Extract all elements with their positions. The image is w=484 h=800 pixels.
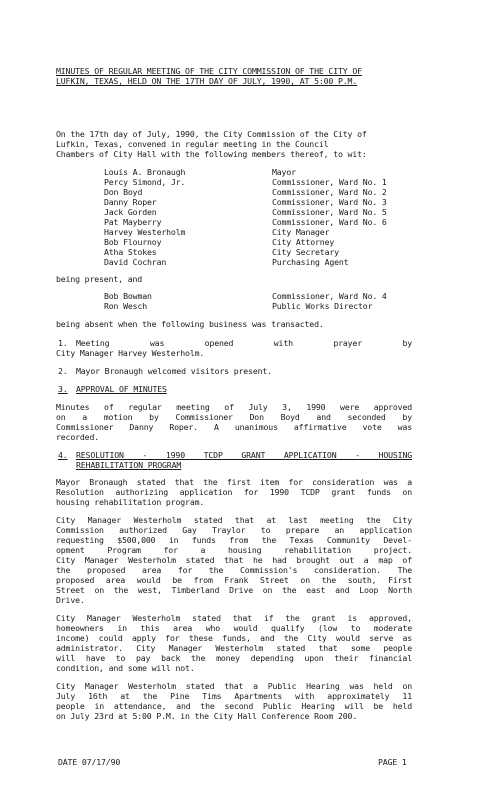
item1-line1: Meeting was opened with prayer by [76,338,412,348]
member-title: Purchasing Agent [272,257,349,267]
intro-line: Lufkin, Texas, convened in regular meeting in the Council [56,139,329,149]
item2-text: Mayor Bronaugh welcomed visitors present. [76,366,272,376]
item-number: 2. [58,366,68,376]
item4-p3-line: administrator. City Manager Westerholm stated that some people [56,643,412,653]
item4-p2-line: Commission authorized Gay Traylor to prepare an application [56,525,412,535]
member-name: Pat Mayberry [104,217,162,227]
member-name: Atha Stokes [104,247,157,257]
item4-p3-line: income) could apply for these funds, and the City would serve as [56,633,412,643]
item3-body-line: on a motion by Commissioner Don Boyd and seconded by [56,412,412,422]
item3-body-line: Minutes of regular meeting of July 3, 1990 were approved [56,402,412,412]
item3-body-line: Commissioner Danny Roper. A unanimous affirmative vote was [56,422,412,432]
member-title: Commissioner, Ward No. 1 [272,177,387,187]
item4-p4-line: City Manager Westerholm stated that a Public Hearing was held on [56,681,412,691]
member-name: Ron Wesch [104,301,148,311]
member-title: Commissioner, Ward No. 4 [272,291,387,301]
minutes-title-line2: LUFKIN, TEXAS, HELD ON THE 17TH DAY OF JULY, 1990, AT 5:00 P.M. [56,76,358,86]
item3-body-line: recorded. [56,432,100,442]
item4-p2-line: requesting $500,000 in funds from the Texas Community Devel- [56,535,412,545]
member-name: Bob Bowman [104,291,152,301]
item4-p3-line: City Manager Westerholm stated that if the grant is approved, [56,613,412,623]
item4-heading-line1: RESOLUTION - 1990 TCDP GRANT APPLICATION - HOUSING [76,450,412,460]
item1-line2: City Manager Harvey Westerholm. [56,348,205,358]
item4-heading-line2: REHABILITATION PROGRAM [76,460,182,470]
item4-p4-line: people in attendance, and the second Public Hearing will be held [56,701,412,711]
member-name: Jack Gorden [104,207,157,217]
item3-heading: APPROVAL OF MINUTES [76,384,167,394]
member-name: Danny Roper [104,197,157,207]
item4-p2-line: City Manager Westerholm stated that at last meeting the City [56,515,412,525]
member-title: Commissioner, Ward No. 2 [272,187,387,197]
item4-p2-line: Street on the west, Timberland Drive on the east and Loop North [56,585,412,595]
member-title: City Manager [272,227,330,237]
item4-p2-line: proposed area would be from Frank Street on the south, First [56,575,412,585]
item4-p1-line: housing rehabilitation program. [56,497,205,507]
footer-page: PAGE 1 [378,757,407,767]
member-title: Public Works Director [272,301,373,311]
item4-p1-line: Mayor Bronaugh stated that the first item for consideration was a [56,477,412,487]
item4-p2-line: opment Program for a housing rehabilitation project. [56,545,412,555]
member-title: Commissioner, Ward No. 3 [272,197,387,207]
member-title: Commissioner, Ward No. 6 [272,217,387,227]
item4-p2-line: City Manager Westerholm stated that he had brought out a map of [56,555,412,565]
present-label: being present, and [56,274,143,284]
footer-date: DATE 07/17/90 [58,757,121,767]
intro-line: On the 17th day of July, 1990, the City Commission of the City of [56,129,367,139]
member-name: Don Boyd [104,187,143,197]
item-number: 1. [58,338,68,348]
member-name: Harvey Westerholm [104,227,186,237]
absent-label: being absent when the following business was transacted. [56,319,324,329]
item4-p2-line: the proposed area for the Commission's consideration. The [56,565,412,575]
item4-p3-line: will have to pay back the money depending upon their financial [56,653,412,663]
member-title: City Attorney [272,237,335,247]
item4-p1-line: Resolution authorizing application for 1990 TCDP grant funds on [56,487,412,497]
item4-p2-line: Drive. [56,595,85,605]
member-title: Mayor [272,167,296,177]
intro-line: Chambers of City Hall with the following members thereof, to wit: [56,149,367,159]
member-title: City Secretary [272,247,339,257]
member-name: Bob Flournoy [104,237,162,247]
item-number: 3. [58,384,68,394]
item4-p3-line: condition, and some will not. [56,663,195,673]
item4-p4-line: on July 23rd at 5:00 P.M. in the City Hall Conference Room 200. [56,711,358,721]
item4-p3-line: homeowners in this area who would qualify (low to moderate [56,623,412,633]
item-number: 4. [58,450,68,460]
member-name: David Cochran [104,257,167,267]
minutes-title-line1: MINUTES OF REGULAR MEETING OF THE CITY COMMISSION OF THE CITY OF [56,66,362,76]
item4-p4-line: July 16th at the Pine Tims Apartments with approximately 11 [56,691,412,701]
member-name: Percy Simond, Jr. [104,177,186,187]
member-title: Commissioner, Ward No. 5 [272,207,387,217]
member-name: Louis A. Bronaugh [104,167,186,177]
